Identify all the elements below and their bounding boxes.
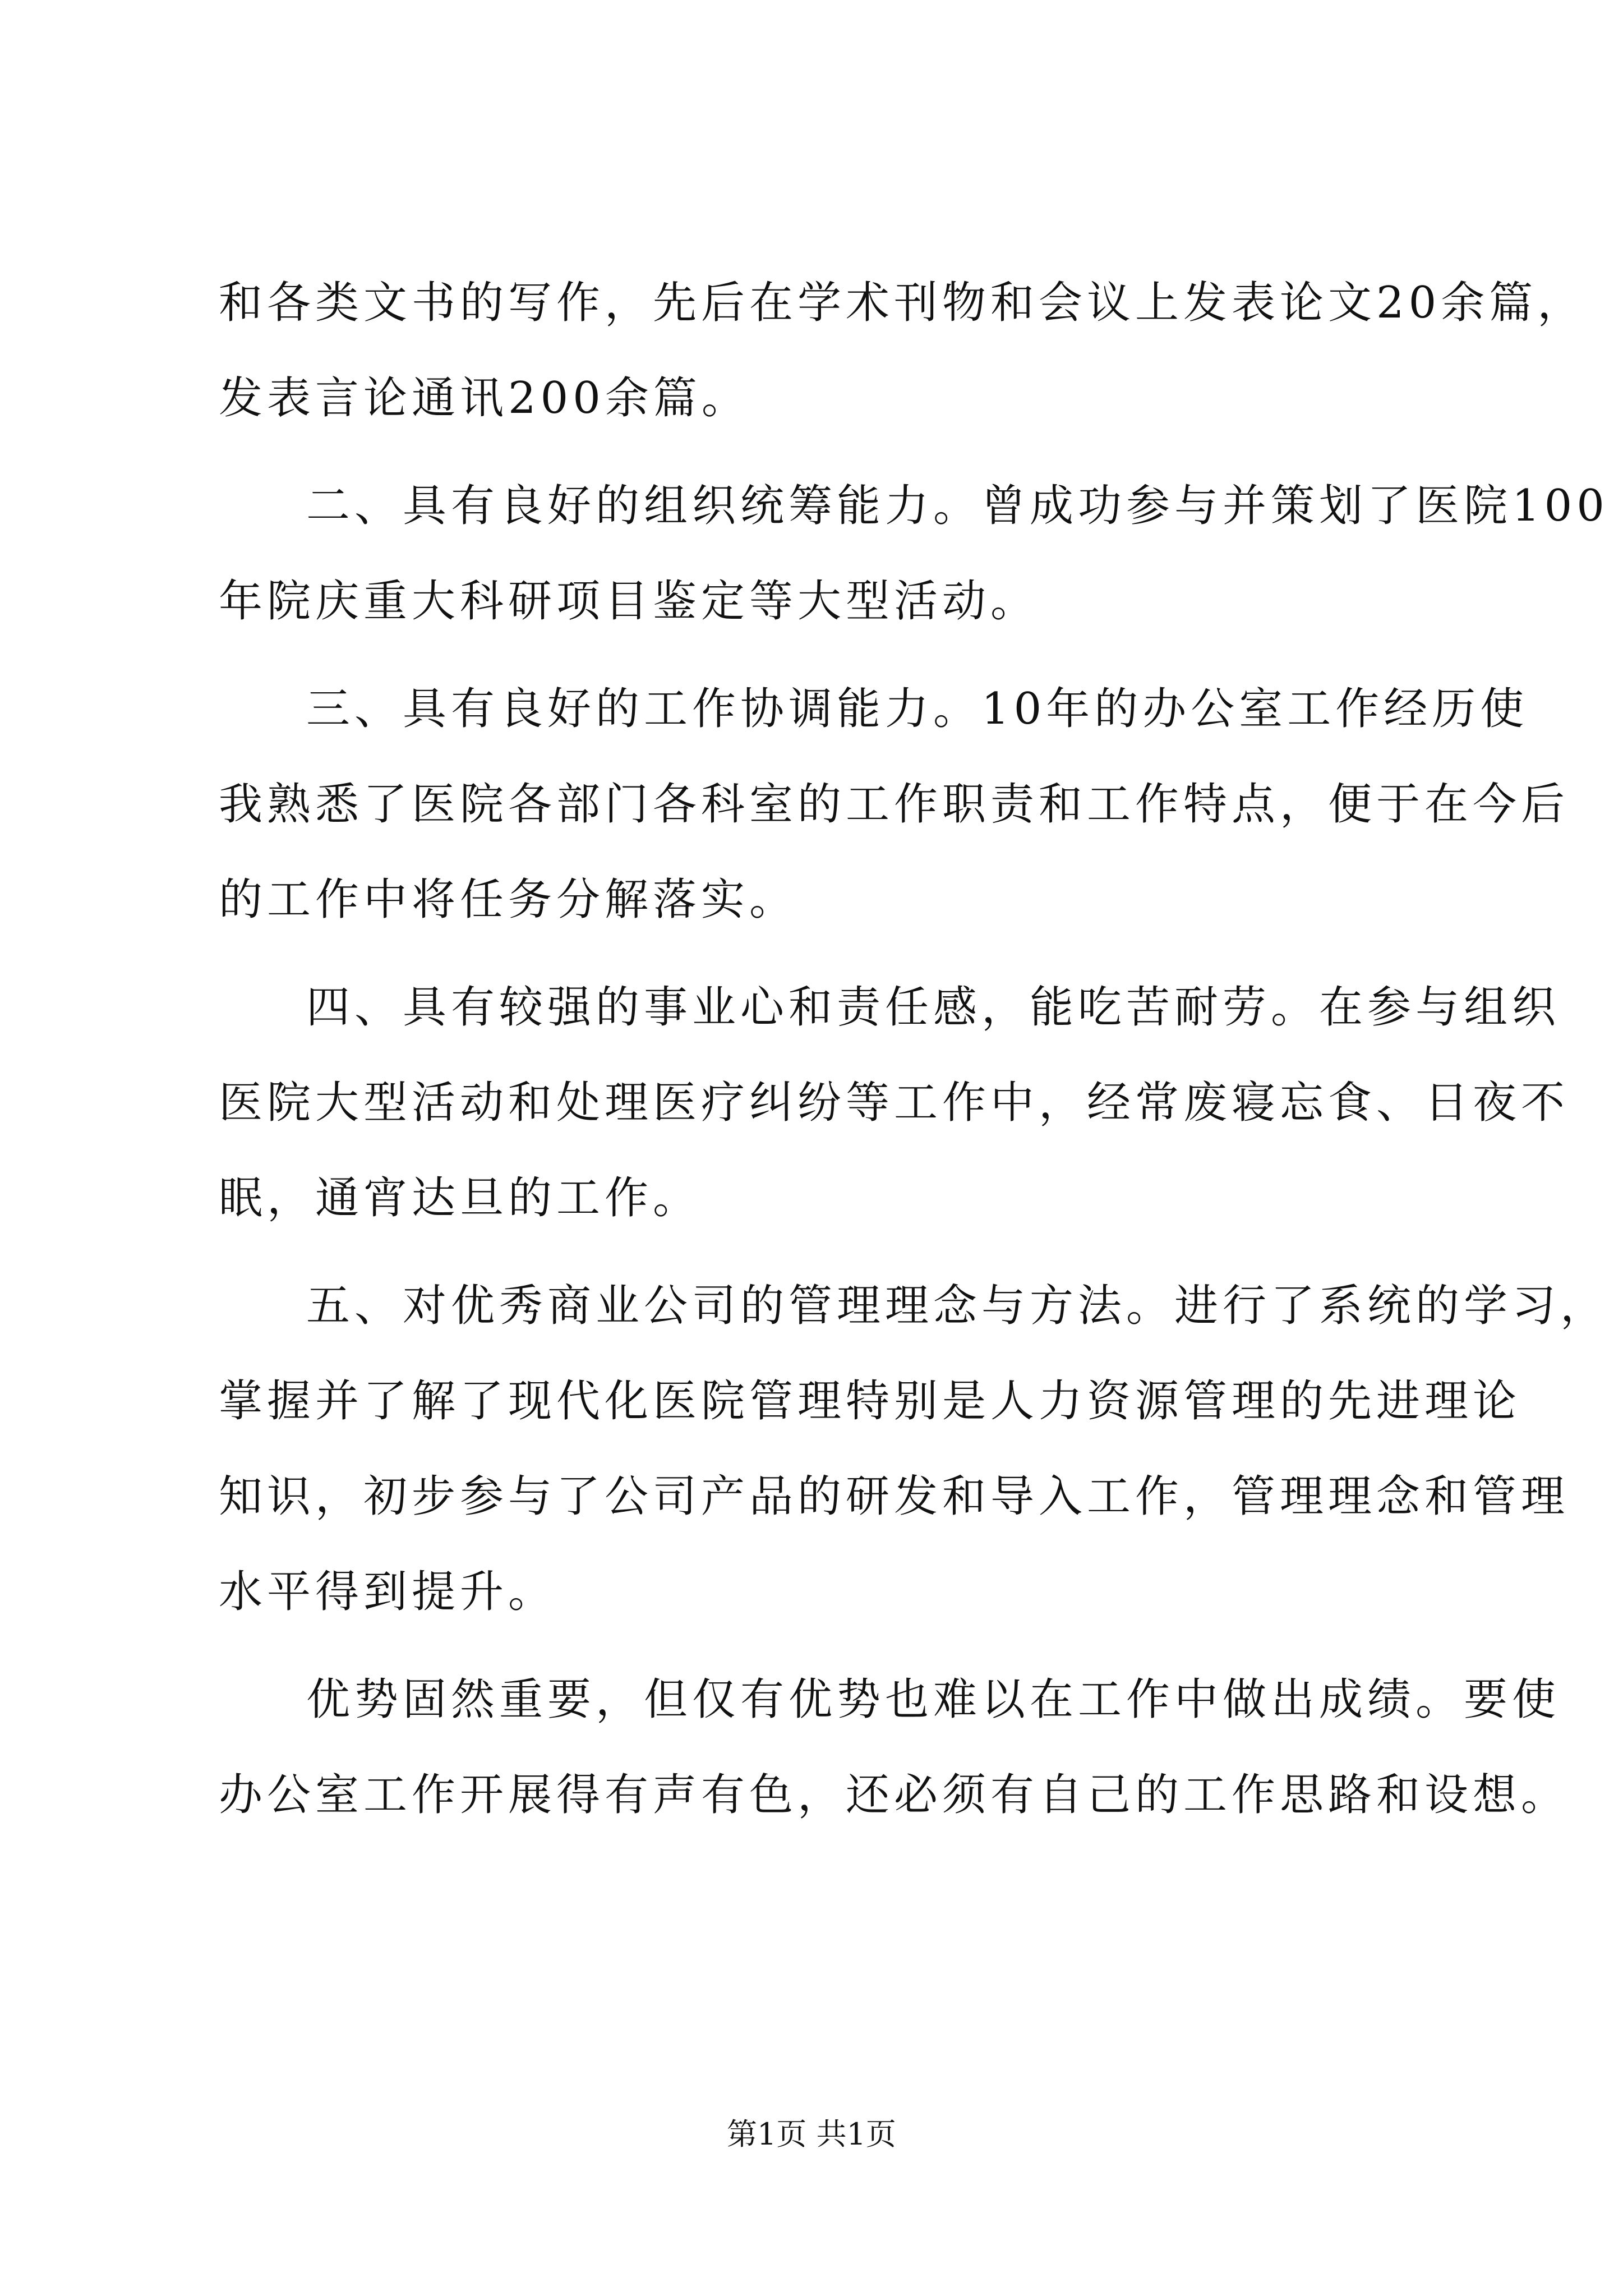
paragraph-4-line-1: 四、具有较强的事业心和责任感，能吃苦耐劳。在参与组织 xyxy=(306,982,1561,1033)
page-footer: 第1页 共1页 xyxy=(727,2116,896,2152)
paragraph-6-line-1: 优势固然重要，但仅有优势也难以在工作中做出成绩。要使 xyxy=(306,1674,1561,1725)
paragraph-3-line-2: 我熟悉了医院各部门各科室的工作职责和工作特点，便于在今后 xyxy=(219,779,1570,830)
paragraph-6-line-2: 办公室工作开展得有声有色，还必须有自己的工作思路和设想。 xyxy=(219,1770,1570,1820)
paragraph-2-line-2: 年院庆重大科研项目鉴定等大型活动。 xyxy=(219,576,1039,627)
paragraph-5-line-1: 五、对优秀商业公司的管理理念与方法。进行了系统的学习， xyxy=(306,1281,1609,1331)
paragraph-5-line-4: 水平得到提升。 xyxy=(219,1567,557,1617)
paragraph-4-line-3: 眠，通宵达旦的工作。 xyxy=(219,1173,702,1223)
paragraph-2-line-1: 二、具有良好的组织统筹能力。曾成功参与并策划了医院100 xyxy=(306,481,1609,531)
paragraph-3-line-3: 的工作中将任务分解落实。 xyxy=(219,875,798,925)
document-body xyxy=(219,255,1609,1843)
paragraph-4-line-2: 医院大型活动和处理医疗纠纷等工作中，经常废寝忘食、日夜不 xyxy=(219,1078,1570,1128)
paragraph-5-line-3: 知识，初步参与了公司产品的研发和导入工作，管理理念和管理 xyxy=(219,1471,1570,1522)
paragraph-1-line-2: 发表言论通讯200余篇。 xyxy=(219,373,750,424)
paragraph-1-line-1: 和各类文书的写作，先后在学术刊物和会议上发表论文20余篇， xyxy=(219,278,1586,328)
paragraph-3-line-1: 三、具有良好的工作协调能力。10年的办公室工作经历使 xyxy=(306,684,1529,734)
paragraph-5-line-2: 掌握并了解了现代化医院管理特别是人力资源管理的先进理论 xyxy=(219,1376,1521,1427)
